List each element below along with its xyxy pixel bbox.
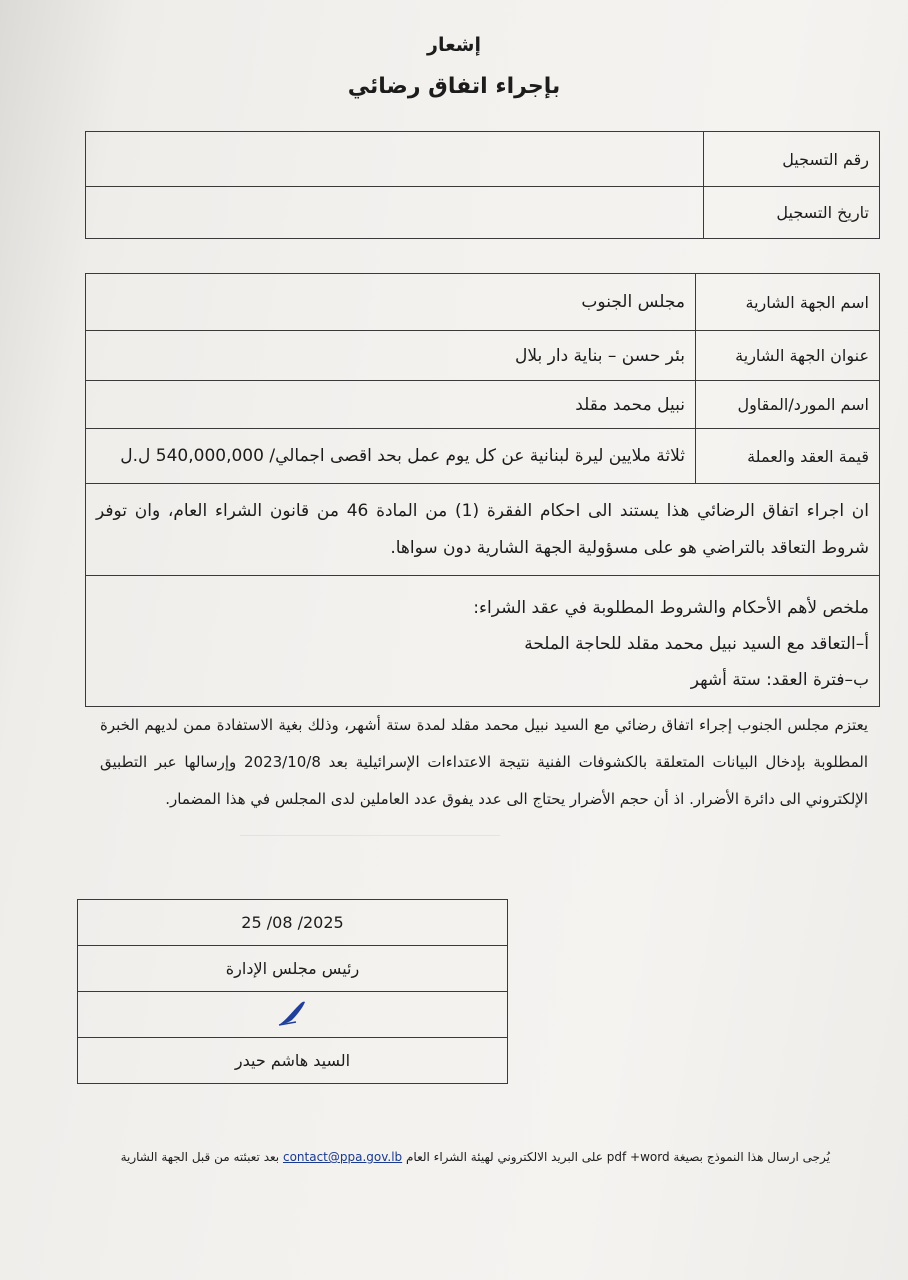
signature-date: 2025/ 08/ 25 — [78, 900, 508, 946]
registration-number-value — [86, 132, 704, 187]
signature-table — [77, 899, 508, 1084]
supplier-label: اسم المورد/المقاول — [696, 381, 880, 429]
contract-value-value: ثلاثة ملايين ليرة لبنانية عن كل يوم عمل بحد اقصى اجمالي/ 540,000,000 ل.ل — [86, 429, 696, 484]
summary-item-a: أ–التعاقد مع السيد نبيل محمد مقلد للحاجة الملحة — [524, 634, 869, 654]
entity-name-label: اسم الجهة الشارية — [696, 274, 880, 331]
contract-info-table — [85, 273, 880, 707]
footer-instructions — [95, 1150, 830, 1164]
supplier-value: نبيل محمد مقلد — [86, 381, 696, 429]
footer-text-after: بعد تعبئته من قبل الجهة الشارية — [120, 1150, 280, 1164]
summary-cell — [86, 576, 880, 707]
contract-value-label: قيمة العقد والعملة — [696, 429, 880, 484]
signature-cell — [78, 992, 508, 1038]
document-subtitle: بإجراء اتفاق رضائي — [347, 74, 561, 99]
intent-note: يعتزم مجلس الجنوب إجراء اتفاق رضائي مع السيد نبيل محمد مقلد لمدة ستة أشهر، وذلك بغية الاستفادة ممن لديهم الخبرة المطلوبة بإدخال البيانات المتعلقة بالكشوفات الفنية نتيجة الاعتداءات الإسرائيلية بعد 2023/10/8 وإرسالها عبر التطبيق الإلكتروني الى دائرة الأضرار. اذ أن حجم الأضرار يحتاج الى عدد يفوق عدد العاملين لدى المجلس في هذا المضمار. — [100, 716, 868, 808]
entity-name-value: مجلس الجنوب — [86, 274, 696, 331]
signature-mark-icon — [276, 998, 310, 1028]
registration-date-value — [86, 187, 704, 239]
signature-name: السيد هاشم حيدر — [78, 1038, 508, 1084]
document-title: إشعار — [427, 34, 481, 56]
registration-date-label: تاريخ التسجيل — [704, 187, 880, 239]
signature-title: رئيس مجلس الإدارة — [78, 946, 508, 992]
footer-text-before: يُرجى ارسال هذا النموذج بصيغة pdf +word على البريد الالكتروني لهيئة الشراء العام — [406, 1150, 830, 1164]
summary-heading: ملخص لأهم الأحكام والشروط المطلوبة في عقد الشراء: — [473, 598, 869, 618]
entity-address-value: بئر حسن – بناية دار بلال — [86, 331, 696, 381]
summary-item-b: ب–فترة العقد: ستة أشهر — [690, 670, 869, 690]
registration-number-label: رقم التسجيل — [704, 132, 880, 187]
faint-bleed-through — [240, 835, 500, 886]
entity-address-label: عنوان الجهة الشارية — [696, 331, 880, 381]
legal-basis-text: ان اجراء اتفاق الرضائي هذا يستند الى احكام الفقرة (1) من المادة 46 من قانون الشراء العام، وان توفر شروط التعاقد بالتراضي هو على مسؤولية الجهة الشارية دون سواها. — [86, 484, 880, 576]
registration-table — [85, 131, 880, 239]
footer-email-link[interactable]: contact@ppa.gov.lb — [282, 1150, 403, 1164]
